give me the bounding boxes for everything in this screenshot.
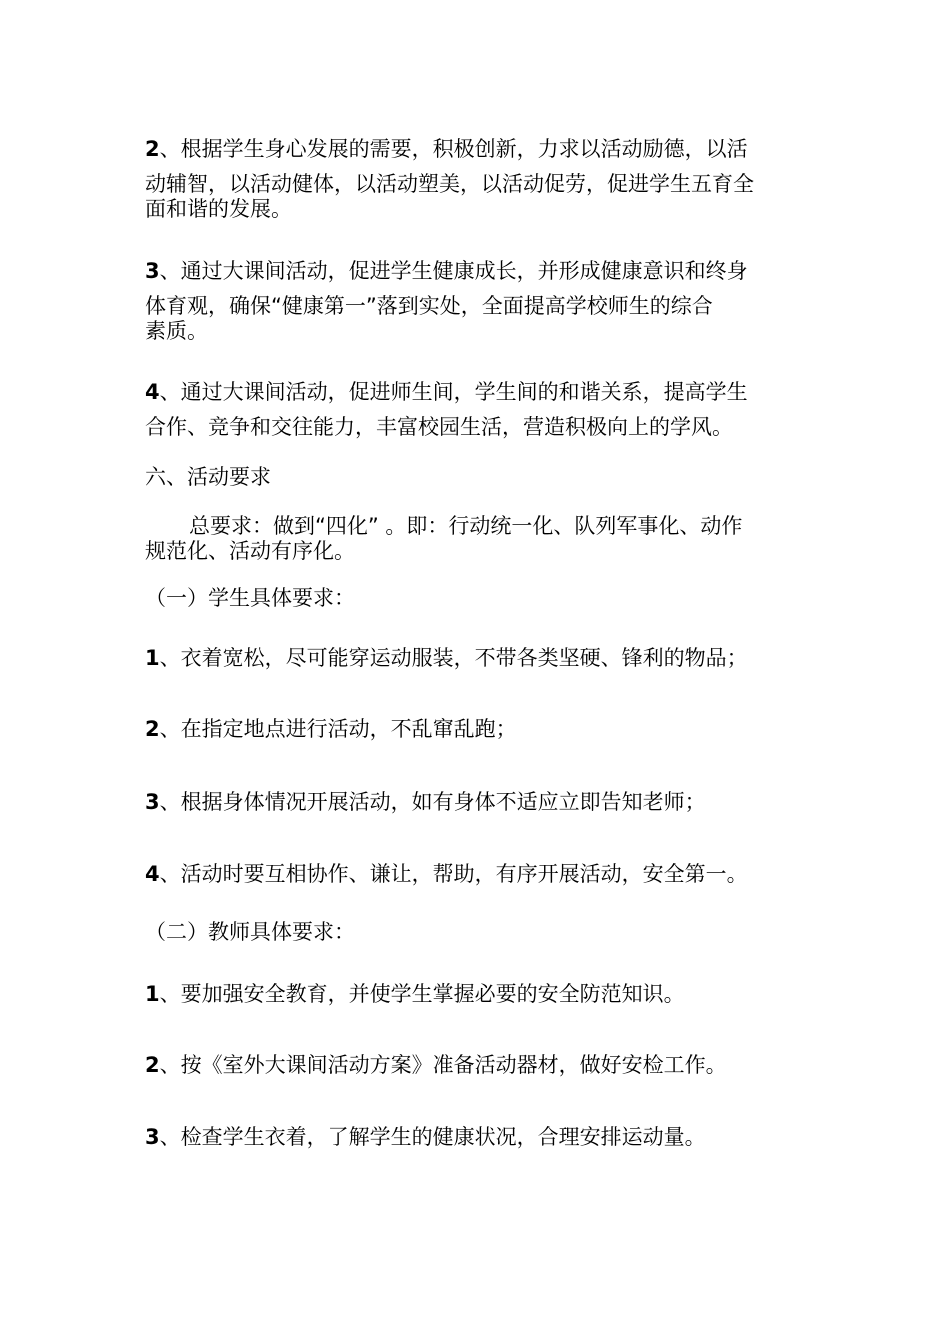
text-line: 合作、竞争和交往能力，丰富校园生活，营造积极向上的学风。	[145, 415, 733, 439]
text-line: 素质。	[145, 319, 208, 343]
item-number: 3	[145, 259, 160, 283]
item-number: 1	[145, 646, 160, 670]
goal-paragraph-3	[145, 259, 810, 344]
item-number: 2	[145, 1053, 160, 1077]
item-number: 3	[145, 790, 160, 814]
text-line: 总要求：做到“四化” 。即：行动统一化、队列军事化、动作	[189, 514, 743, 538]
list-item: 2、在指定地点进行活动，不乱窜乱跑；	[145, 717, 517, 741]
text-line: 规范化、活动有序化。	[145, 539, 355, 563]
goal-paragraph-4	[145, 380, 810, 440]
text-line: 面和谐的发展。	[145, 197, 292, 221]
item-number: 4	[145, 380, 160, 404]
general-requirement	[145, 514, 810, 564]
list-item: 1、衣着宽松，尽可能穿运动服装，不带各类坚硬、锋利的物品；	[145, 646, 748, 670]
section-heading-requirements: 六、活动要求	[145, 465, 271, 489]
text-line: 2、根据学生身心发展的需要，积极创新，力求以活动励德，以活	[145, 137, 748, 161]
text-line: 3、通过大课间活动，促进学生健康成长，并形成健康意识和终身	[145, 259, 748, 283]
list-item: 3、检查学生衣着，了解学生的健康状况，合理安排运动量。	[145, 1125, 706, 1149]
item-number: 3	[145, 1125, 160, 1149]
list-item: 4、活动时要互相协作、谦让，帮助，有序开展活动，安全第一。	[145, 862, 748, 886]
list-item: 3、根据身体情况开展活动，如有身体不适应立即告知老师；	[145, 790, 706, 814]
text-line: 体育观，确保“健康第一”落到实处，全面提高学校师生的综合	[145, 294, 713, 318]
item-number: 1	[145, 982, 160, 1006]
item-number: 2	[145, 717, 160, 741]
student-requirements-heading: （一）学生具体要求：	[145, 586, 355, 610]
goal-paragraph-2	[145, 137, 810, 222]
item-number: 4	[145, 862, 160, 886]
list-item: 2、按《室外大课间活动方案》准备活动器材，做好安检工作。	[145, 1053, 727, 1077]
teacher-requirements-heading: （二）教师具体要求：	[145, 920, 355, 944]
list-item: 1、要加强安全教育，并使学生掌握必要的安全防范知识。	[145, 982, 685, 1006]
text-line: 动辅智，以活动健体，以活动塑美，以活动促劳，促进学生五育全	[145, 172, 754, 196]
item-number: 2	[145, 137, 160, 161]
text-line: 4、通过大课间活动，促进师生间，学生间的和谐关系，提高学生	[145, 380, 748, 404]
